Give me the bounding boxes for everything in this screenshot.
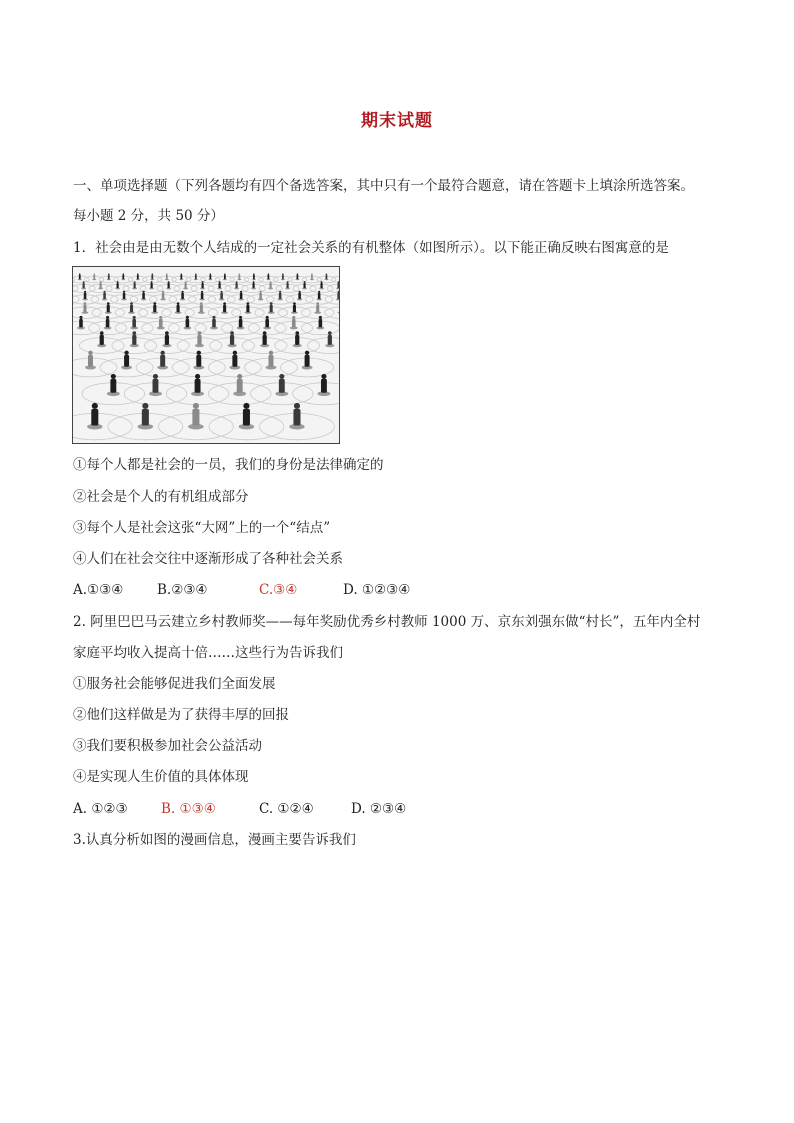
people-network-image xyxy=(72,266,340,444)
option-b: B.②③④ xyxy=(157,582,208,598)
option-a: A.①③④ xyxy=(73,582,124,598)
question-1-item: ①每个人都是社会的一员，我们的身份是法律确定的 xyxy=(73,457,384,473)
option-d: D. ②③④ xyxy=(351,801,407,817)
option-a: A. ①②③ xyxy=(73,801,128,817)
option-c-answer: C.③④ xyxy=(259,582,298,598)
question-1-stem: 1．社会由是由无数个人结成的一定社会关系的有机整体（如图所示）。以下能正确反映右图寓意的是 xyxy=(73,240,669,256)
question-1-item: ③每个人是社会这张“大网”上的一个“结点” xyxy=(73,520,331,536)
option-c: C. ①②④ xyxy=(259,801,314,817)
question-2-item: ①服务社会能够促进我们全面发展 xyxy=(73,676,276,692)
option-d: D. ①②③④ xyxy=(343,582,411,598)
question-3-stem: 3.认真分析如图的漫画信息，漫画主要告诉我们 xyxy=(73,832,356,848)
question-2-stem-line2: 家庭平均收入提高十倍……这些行为告诉我们 xyxy=(73,645,343,661)
option-b-answer: B. ①③④ xyxy=(161,801,216,817)
people-network-illustration xyxy=(73,267,339,443)
section-heading-line1: 一、单项选择题（下列各题均有四个备选答案，其中只有一个最符合题意，请在答题卡上填涂所选答案。 xyxy=(73,178,694,194)
question-2-item: ④是实现人生价值的具体体现 xyxy=(73,769,249,785)
question-2-item: ③我们要积极参加社会公益活动 xyxy=(73,738,262,754)
question-1-item: ④人们在社会交往中逐渐形成了各种社会关系 xyxy=(73,551,343,567)
section-heading-line2: 每小题 2 分，共 50 分） xyxy=(73,208,224,224)
page-title: 期末试题 xyxy=(361,111,433,131)
question-1-item: ②社会是个人的有机组成部分 xyxy=(73,489,249,505)
question-2-stem-line1: 2. 阿里巴巴马云建立乡村教师奖——每年奖励优秀乡村教师 1000 万、京东刘强东做“村长”，五年内全村 xyxy=(73,614,701,630)
question-2-item: ②他们这样做是为了获得丰厚的回报 xyxy=(73,707,289,723)
question-1-options xyxy=(73,581,410,599)
question-2-options xyxy=(73,800,406,818)
